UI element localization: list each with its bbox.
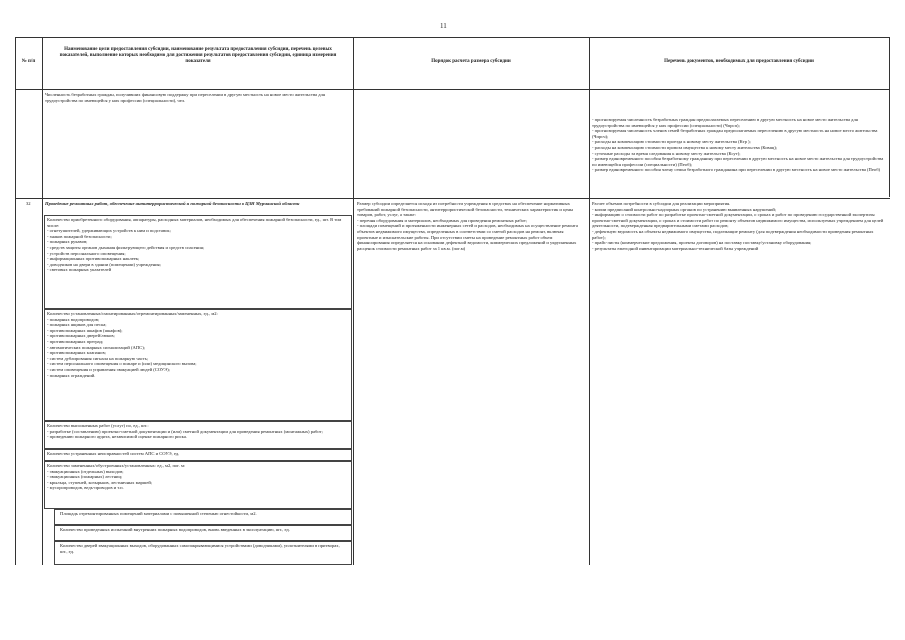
header-calc: Порядок расчета размера субсидии <box>431 59 511 64</box>
table-right-border <box>889 37 890 197</box>
column-divider-1 <box>42 37 43 565</box>
prev-row-documents: - прогнозируемая численность безработных граждан предполагаемых переселению в другую местность на новое место жительства для трудоустройства по имеющейся у них профессии (специальности) (Чпрсп); - прогнозируемая численность членов семей безработных граждан предполагаемых переселению в другую местность на новое место жительства (Чпрсч); - расходы на компенсацию стоимости проезда к новому месту жительства (Ктр ); - расходы на компенсацию стоимости провоза имущества к новому месту жительства (Кимщ); - суточные расходы за время следования к новому месту жительства (Ксут); - размер единовременного пособия безработному гражданину при переселении в другую местность на новое место жительства для трудоустройства по имеющейся профессии (специальности) (Пеоб); - размер единовременного пособия члену семьи безработного гражданина при переселении в другую местность на новое место жительства (Пеоб) <box>592 117 884 173</box>
column-divider-3 <box>589 37 590 565</box>
prev-row-indicator: Численность безработных граждан, получивших финансовую поддержку при переселении в другую местность на новое место жительства для трудоустройства по имеющейся у них профессии (специальности), чел. <box>45 92 325 103</box>
indicator-text: Количество устраненных неисправностей систем АПС и СОУЭ, ед. <box>47 451 180 456</box>
header-bottom-border <box>15 89 890 90</box>
row-divider <box>15 198 890 199</box>
sub-indicator-text: Площадь отремонтированных помещений материалами с повышенной степенью огнестойкости, м2. <box>60 511 257 516</box>
column-divider-2 <box>353 37 354 565</box>
indicator-text: Количество установленных/смонтированных/отремонтированных/замененных, ед., м2: - пожарных водопроводов; - пожарных ящиков для песка; - противопожарных шкафов (шкафов); - противопожарных дверей/люков; - противопожарных преград; - автоматических пожарных сигнализаций (АПС); - противопожарных клапанов; - систем дублирования сигнала на пожарную часть; - систем персонального оповещения о пожаре и (или) медицинского вызова; - систем оповещения и управления эвакуацией людей (СОУЭ); - пожарных ограждений. <box>47 311 218 378</box>
header-num: № п/п <box>21 59 36 64</box>
table-left-border <box>15 37 16 565</box>
indicator-text: Количество замененных/обустроенных/установленных: ед., м2, пог. м: - эвакуационных (отдельных) выходов; - эвакуационных (пожарных) лестниц; - крыльца, ступеней, козырьков, лестничных маршей; - мусоропроводов, ведь-проводов и т.п. <box>47 463 186 491</box>
sub-indicator-text: Количество проведенных испытаний внутренних пожарных водопроводов, вновь введенных в эксплуатацию, шт., ед. <box>60 527 290 532</box>
page-number: 11 <box>440 22 447 30</box>
required-documents: Расчет объемов потребности в субсидии для реализации мероприятия. - копии предписаний контрольно-надзорных органов по устранению выявленных нарушений; - информацию о стоимости работ по разработке проектно-сметной документации, о сроках и работ по проведению государственной экспертизы проектно-сметной документации, о сроках и стоимости работ по ремонту объектов недвижимого имущества, используемых учреждением для целей деятельности, подтвержденная предварительными сметами расходов; - дефектную ведомость на объекты недвижимого имущества, подлежащие ремонту (для подтверждения необходимости проведения ремонтных работ); - прайс-листы (коммерческие предложения, проекты договоров) на поставку поставку/установку оборудования; - результаты ежегодной инвентаризации материально-технической базы учреждений <box>592 201 884 251</box>
indicator-text: Количество выполненных работ (услуг) по, ед., шт.: - разработке (составлению) проектно-сметной документации и (или) сметной документации для проведения ремонтных (монтажных) работ; - проведению пожарного аудита, независимой оценке пожарного риска. <box>47 423 323 440</box>
header-name: Наименование цели предоставления субсидии, наименование результата предоставления субсидии, перечень целевых показателей, выполнение которых необходимо для достижения результатов предоставления субсидии, единица измерения показателя <box>59 47 337 64</box>
table-top-border <box>15 37 890 38</box>
calculation-procedure: Размер субсидии определяется исходя из потребности учреждения в средствах на обеспечение нормативных требований пожарной безопасности, антитеррористической безопасности, технических характеристик и цены товаров, работ, услуг, а также: - перечня оборудования и материалов, необходимых для проведения ремонтных работ; - площади помещений и протяженности инженерных сетей и расходов, необходимых на осуществление ремонта объектов недвижимого имущества, определенных в соответствии со сметой расходов на ремонт, включая проектные и изыскательские работы. При отсутствии сметы на проведение ремонтных работ объем финансирования определяется на основании дефектной ведомости, коммерческих предложений и укрупненных расценок стоимости ремонтных работ за 1 кв.м. (пог.м) <box>357 201 578 251</box>
sub-indicator-text: Количество дверей эвакуационных выходов, оборудованных самозакрывающимися устройствами (доводчиками), уплотнителями в притворах, шт., ед. <box>60 543 340 554</box>
indicator-text: Количество приобретенного оборудования, аппаратуры, расходных материалов, необходимых для обеспечения пожарной безопасности, ед., шт. В том числе: - огнетушителей, удерживающих устройств к ним и подставок; - знаков пожарной безопасности; - пожарных рукавов; - средств защиты органов дыхания фильтрующего действия и средств спасения; - устройств персонального оповещения; - информационных противопожарных наклеек; - доводчиков на двери в здании (помещении) учреждения; - световых пожарных указателей <box>47 217 342 273</box>
header-docs: Перечень документов, необходимых для предоставления субсидии <box>664 59 814 64</box>
row-title: Проведение ремонтных работ, обеспечение антитеррористической и пожарной безопасности в ЦЗН Мурманской области <box>45 201 300 206</box>
row-number: 32 <box>26 201 31 206</box>
